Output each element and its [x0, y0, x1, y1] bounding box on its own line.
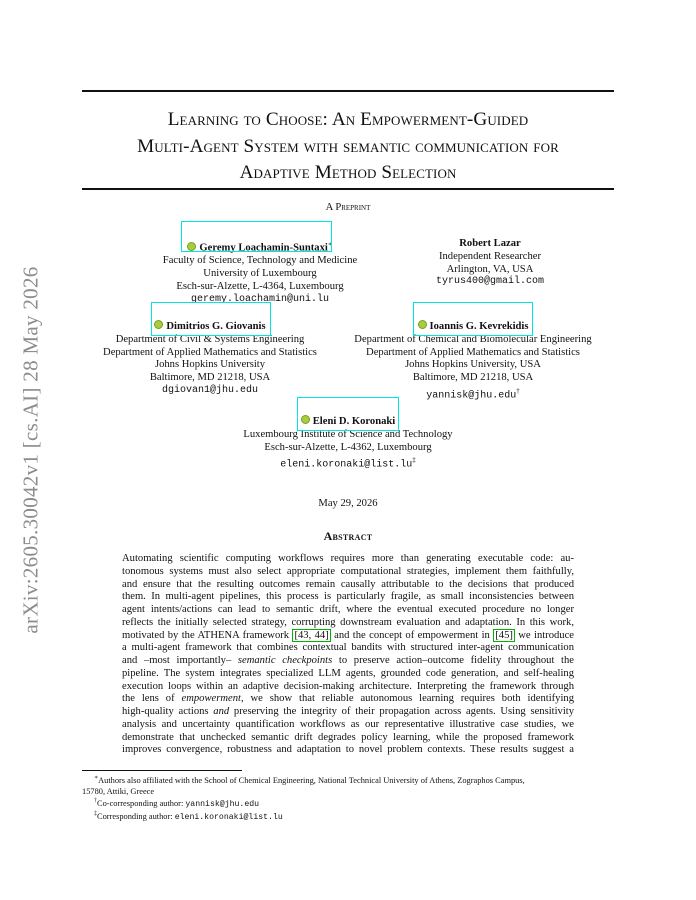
footnote-text: 15780, Attiki, Greece [82, 786, 155, 796]
title-line-3: Adaptive Method Selection [239, 162, 457, 183]
abstract-text: motivated by the ATHENA framework [122, 629, 293, 641]
author-affiliation: Department of Applied Mathematics and Statistics [366, 346, 580, 358]
title-top-rule [82, 90, 614, 92]
author-affiliation: Esch-sur-Alzette, L-4362, Luxembourg [264, 441, 432, 453]
author-footnote-mark: † [516, 386, 520, 395]
footnote [82, 809, 614, 824]
author-link-box[interactable] [413, 302, 533, 336]
abstract-emphasis: semantic checkpoints [237, 655, 333, 666]
author-name[interactable]: Ioannis G. Kevrekidis [429, 321, 529, 332]
footnote-email[interactable]: yannisk@jhu.edu [185, 799, 260, 809]
author-affiliation: Independent Researcher [438, 250, 542, 262]
citation-number[interactable]: 43 [298, 629, 309, 641]
publication-date: May 29, 2026 [318, 498, 378, 509]
title-line-2: Multi-Agent System with semantic communication for [137, 135, 559, 157]
abstract-text: and –most importantly– [122, 655, 238, 666]
author-name: Robert Lazar [459, 238, 521, 249]
author-link-box[interactable] [151, 302, 271, 336]
author-footnote-mark: ‡ [412, 456, 416, 465]
author-affiliation: Johns Hopkins University [154, 359, 266, 371]
arxiv-identifier [11, 250, 51, 650]
author-email[interactable]: eleni.koronaki@list.lu [280, 459, 413, 471]
author-affiliation: Baltimore, MD 21218, USA [412, 372, 534, 384]
abstract-text: , we show that reliable autonomous learning requires both identifying [240, 693, 574, 705]
abstract-text: we introduce [514, 629, 575, 641]
arxiv-identifier-text: arXiv:2605.30042v1 [cs.AI] 28 May 2026 [18, 266, 43, 634]
abstract-text: preserving the integrity of their propagation across agents. Using sensitivity [229, 706, 575, 717]
abstract-line: improves convergence, robustness and adaptation to novel problem contexts. These results suggest a [122, 744, 574, 756]
author-name[interactable]: Geremy Loachamin-Suntaxi [199, 242, 328, 254]
footnote-text: Authors also affiliated with the School of Chemical Engineering, National Technical University of Athens, Zographos Campus, [98, 775, 525, 785]
abstract-line: and ensure that the resulting outcomes remain causally attributable to the decisions that produced [122, 578, 574, 590]
citation-number[interactable]: 45 [498, 629, 510, 641]
author-affiliation: Faculty of Science, Technology and Medicine [162, 255, 358, 267]
abstract-line [122, 706, 574, 719]
footnote-mark: † [94, 798, 97, 804]
abstract-line: agent intents/actions can lead to semantic drift, where the eventual executed procedure no longer [122, 604, 574, 615]
author-affiliation: Department of Chemical and Biomolecular Engineering [354, 333, 592, 345]
preprint-label: A Preprint [325, 202, 371, 213]
abstract-text: to preserve action–outcome fidelity throughout the [332, 655, 574, 666]
author-affiliation: Johns Hopkins University, USA [405, 359, 541, 371]
abstract-body [122, 553, 574, 757]
citation-link[interactable]: [43, 44] [294, 629, 329, 641]
abstract-line: pipeline. The system integrates specialized LLM agents, grounded code generation, and self-healing [122, 667, 574, 679]
paper-title [70, 107, 626, 187]
footnote-email[interactable]: eleni.koronaki@list.lu [174, 812, 283, 822]
abstract-line: execution loops within an adaptive decision-making architecture. Interpreting the framework through [122, 680, 574, 692]
abstract-line: reflects the initially selected strategy, corrupting downstream evaluation and adaptation. In this work, [122, 616, 574, 628]
author-footnote-mark: ∗ [327, 240, 333, 248]
abstract-line: them. In multi-agent pipelines, this process is particularly fragile, as small inconsistencies between [122, 591, 574, 603]
citation-link[interactable]: [45] [495, 629, 513, 641]
author-link-box[interactable] [297, 397, 399, 431]
footnote [82, 773, 614, 797]
author-affiliation: University of Luxembourg [203, 268, 317, 280]
abstract-line [122, 693, 574, 706]
abstract-emphasis: and [213, 706, 230, 717]
abstract-line: tonomous systems must also select appropriate computational strategies, implement them faithfully, [122, 565, 574, 577]
author-link-box[interactable] [181, 221, 332, 252]
author-email[interactable]: tyrus400@gmail.com [435, 276, 545, 288]
author-email[interactable]: geremy.loachamin@uni.lu [190, 293, 330, 305]
footnote-mark: ∗ [94, 775, 99, 781]
abstract-text: high-quality actions [122, 706, 214, 717]
author-name[interactable]: Eleni D. Koronaki [312, 416, 396, 427]
abstract-line [122, 655, 574, 668]
author-affiliation: Baltimore, MD 21218, USA [149, 372, 271, 384]
abstract-line: a multi-agent framework that combines contextual bandits with structured inter-agent communication [122, 642, 574, 654]
abstract-line: analysis and uncertainty quantification workflows as our representative illustrative case studies, we [122, 718, 574, 730]
footnote-mark: ‡ [94, 811, 97, 817]
abstract-emphasis: empowerment [181, 693, 241, 705]
title-line-1: Learning to Choose: An Empowerment-Guided [167, 109, 529, 130]
footnote-text: Corresponding author: [97, 811, 175, 821]
abstract-line [122, 630, 574, 643]
citation-number[interactable]: 44 [314, 629, 326, 641]
author-email[interactable]: yannisk@jhu.edu [426, 390, 517, 402]
author-block [370, 238, 610, 289]
footnote-rule [82, 770, 242, 771]
abstract-heading: Abstract [323, 529, 373, 543]
author-email[interactable]: dgiovan1@jhu.edu [161, 384, 258, 396]
abstract-text: the lens of [122, 693, 182, 705]
author-affiliation: Arlington, VA, USA [446, 263, 534, 275]
author-affiliation: Department of Applied Mathematics and Statistics [103, 346, 317, 358]
abstract-text: and the concept of empowerment in [330, 629, 494, 641]
author-affiliation: Esch-sur-Alzette, L-4364, Luxembourg [176, 280, 344, 292]
author-name[interactable]: Dimitrios G. Giovanis [166, 321, 266, 332]
author-affiliation: Department of Civil & Systems Engineering [115, 333, 305, 345]
author-affiliation: Luxembourg Institute of Science and Technology [243, 428, 453, 440]
abstract-line: Automating scientific computing workflows requires more than generating executable code: au- [122, 553, 574, 564]
footnote-text: Co-corresponding author: [97, 798, 186, 808]
abstract-line: demonstrate that unchecked semantic drift degrades policy learning, while the proposed framework [122, 731, 574, 743]
title-bottom-rule [82, 188, 614, 190]
